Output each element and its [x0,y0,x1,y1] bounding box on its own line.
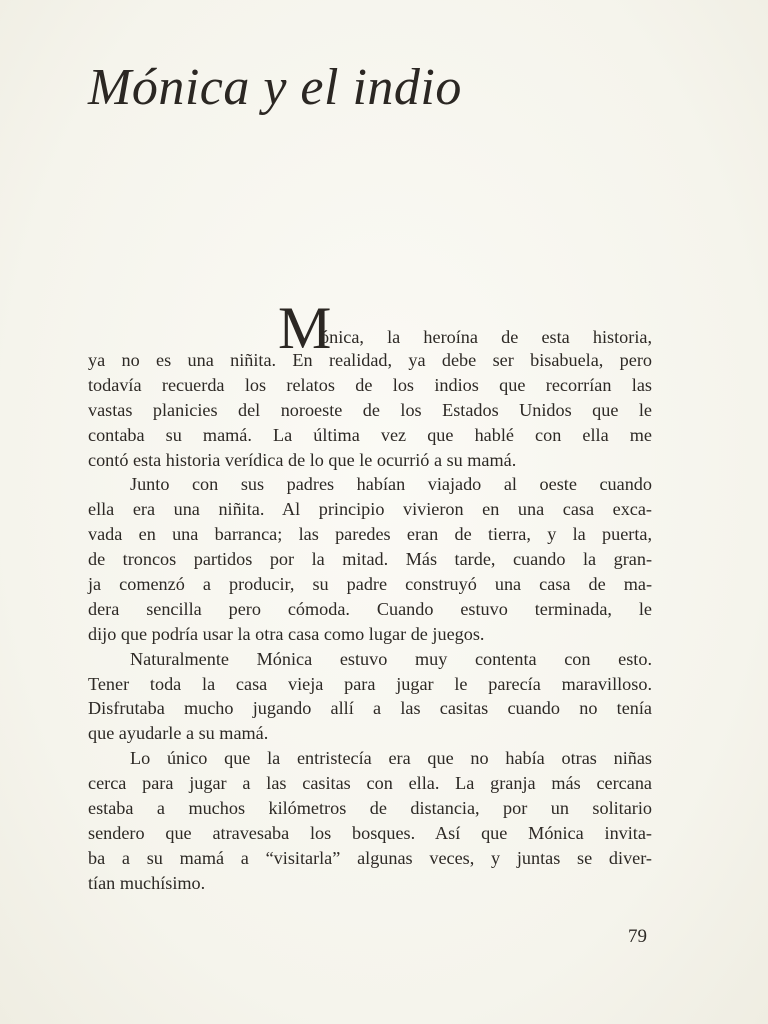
drop-cap: M [278,295,332,361]
text-line: de troncos partidos por la mitad. Más tarde, cuando la gran- [88,549,652,570]
text-line: dera sencilla pero cómoda. Cuando estuvo terminada, le [88,598,652,619]
text-line: cerca para jugar a las casitas con ella. La granja más cercana [88,773,652,794]
first-line-text: ónica, la heroína de esta historia, [320,327,652,347]
text-line: que ayudarle a su mamá. [88,723,269,744]
text-line: ya no es una niñita. En realidad, ya debe ser bisabuela, pero [88,350,652,370]
text-line: sendero que atravesaba los bosques. Así que Mónica invita- [88,822,652,843]
text-line: ba a su mamá a “visitarla” algunas veces, y juntas se diver- [88,847,652,868]
text-line: todavía recuerda los relatos de los indios que recorrían las [88,374,652,395]
chapter-title: Mónica y el indio [88,59,462,116]
story-text [88,295,652,896]
text-line: Junto con sus padres habían viajado al oeste cuando [130,474,652,495]
text-line: estaba a muchos kilómetros de distancia, por un solitario [88,798,652,819]
text-line: ja comenzó a producir, su padre construyó una casa de ma- [88,574,652,595]
text-line: vastas planicies del noroeste de los Estados Unidos que le [88,399,652,420]
text-line: Disfrutaba mucho jugando allí a las casitas cuando no tenía [88,698,652,719]
text-line: ella era una niñita. Al principio vivieron en una casa exca- [88,499,652,520]
text-line: Tener toda la casa vieja para jugar le parecía maravilloso. [88,673,652,694]
text-line: contó esta historia verídica de lo que le ocurrió a su mamá. [88,449,517,470]
text-line: Lo único que la entristecía era que no había otras niñas [130,748,652,769]
text-line: contaba su mamá. La última vez que hablé con ella me [88,424,652,445]
page-number: 79 [628,926,647,947]
text-line: Naturalmente Mónica estuvo muy contenta con esto. [130,648,652,669]
text-line: tían muchísimo. [88,872,206,893]
text-line: dijo que podría usar la otra casa como lugar de juegos. [88,623,485,644]
text-line: vada en una barranca; las paredes eran de tierra, y la puerta, [88,524,652,545]
